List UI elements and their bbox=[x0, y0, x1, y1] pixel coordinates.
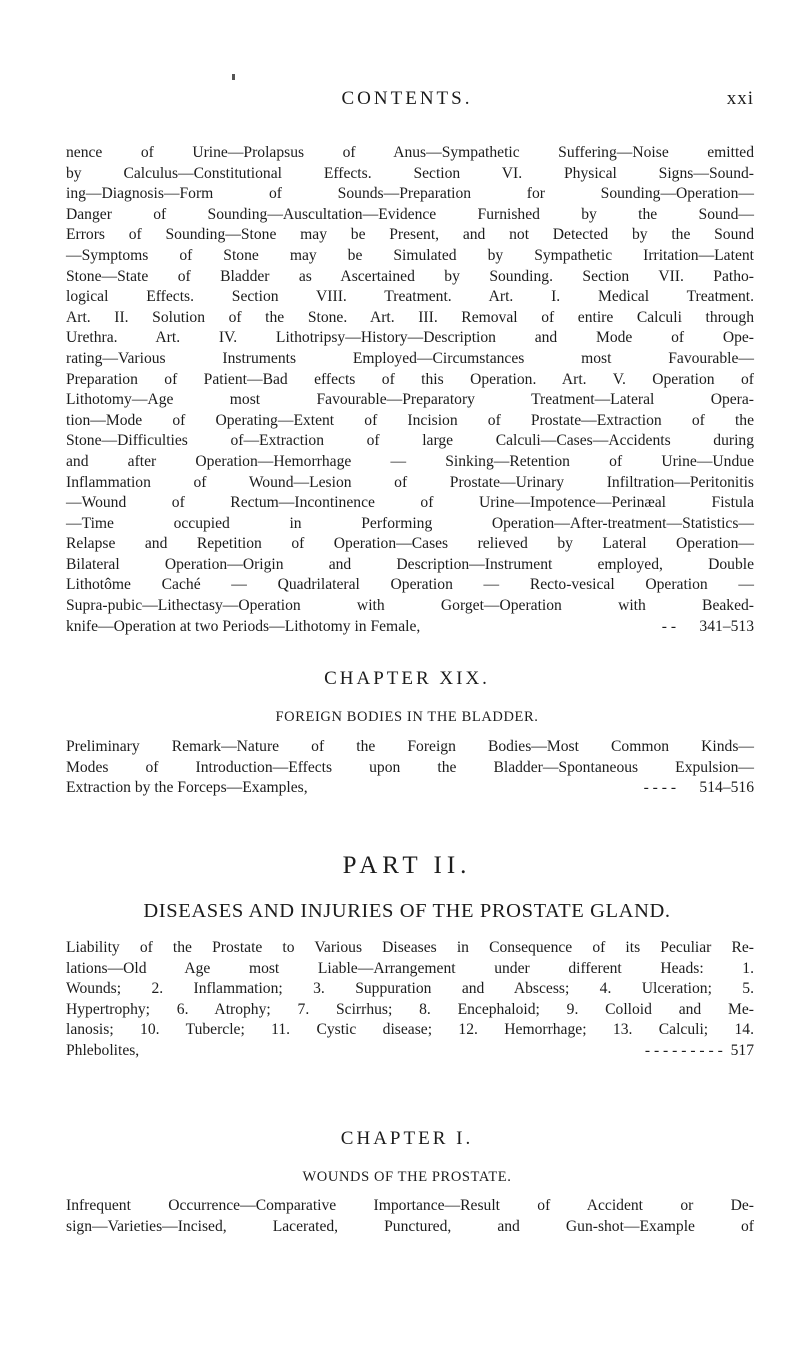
text-line: lanosis; 10. Tubercle; 11. Cystic disease; 12. Hemorrhage; 13. Calculi; 14. bbox=[66, 1021, 754, 1039]
text-line: —Wound of Rectum—Incontinence of Urine—Impotence—Perinæal Fistula bbox=[66, 494, 754, 512]
text-line-with-page-ref bbox=[66, 617, 754, 638]
contents-entry bbox=[66, 1196, 754, 1237]
text-line: tion—Mode of Operating—Extent of Incision of Prostate—Extraction of the bbox=[66, 411, 754, 429]
text-line: Danger of Sounding—Auscultation—Evidence Furnished by the Sound— bbox=[66, 205, 754, 223]
chapter-subheading: FOREIGN BODIES IN THE BLADDER. bbox=[275, 709, 539, 725]
page-ref bbox=[644, 778, 754, 799]
text-line: Stone—State of Bladder as Ascertained by Sounding. Section VII. Patho- bbox=[66, 267, 754, 285]
chapter-heading: CHAPTER XIX. bbox=[324, 668, 490, 689]
text-line: Inflammation of Wound—Lesion of Prostate—Urinary Infiltration—Peritonitis bbox=[66, 473, 754, 491]
text-line: by Calculus—Constitutional Effects. Section VI. Physical Signs—Sound- bbox=[66, 164, 754, 182]
text-line: —Time occupied in Performing Operation—After-treatment—Statistics— bbox=[66, 514, 754, 532]
text-line-with-page-ref bbox=[66, 778, 754, 799]
text-line: lations—Old Age most Liable—Arrangement under different Heads: 1. bbox=[66, 959, 754, 977]
text-line: Preliminary Remark—Nature of the Foreign Bodies—Most Common Kinds— bbox=[66, 738, 754, 755]
dot-leader: - - - - bbox=[643, 779, 677, 797]
dot-leader: - - bbox=[661, 617, 677, 635]
text-line: Supra-pubic—Lithectasy—Operation with Gorget—Operation with Beaked- bbox=[66, 597, 754, 615]
text-line: Hypertrophy; 6. Atrophy; 7. Scirrhus; 8. Encephaloid; 9. Colloid and Me- bbox=[66, 1000, 754, 1018]
contents-entry bbox=[66, 938, 754, 1062]
dot-leader: - - - - - - - - - bbox=[644, 1041, 723, 1059]
text-line: Lithotomy—Age most Favourable—Preparatory Treatment—Lateral Opera- bbox=[66, 391, 754, 409]
chapter-heading: CHAPTER I. bbox=[340, 1128, 474, 1149]
part-title: DISEASES AND INJURIES OF THE PROSTATE GLAND. bbox=[143, 900, 671, 922]
text-line: ing—Diagnosis—Form of Sounds—Preparation for Sounding—Operation— bbox=[66, 185, 754, 203]
text-line: sign—Varieties—Incised, Lacerated, Punctured, and Gun-shot—Example of bbox=[66, 1217, 754, 1235]
entry-last-text: knife—Operation at two Periods—Lithotomy in Female, bbox=[66, 617, 421, 635]
text-line: Modes of Introduction—Effects upon the Bladder—Spontaneous Expulsion— bbox=[66, 758, 754, 776]
page-range: 517 bbox=[730, 1041, 754, 1059]
page-range: 341–513 bbox=[699, 617, 754, 635]
chapter-subheading: WOUNDS OF THE PROSTATE. bbox=[302, 1169, 512, 1185]
contents-entry bbox=[66, 737, 754, 799]
entry-last-text: Extraction by the Forceps—Examples, bbox=[66, 779, 308, 797]
text-line: Art. II. Solution of the Stone. Art. III. Removal of entire Calculi through bbox=[66, 308, 754, 326]
text-line: Preparation of Patient—Bad effects of this Operation. Art. V. Operation of bbox=[66, 370, 754, 388]
text-line: Errors of Sounding—Stone may be Present, and not Detected by the Sound bbox=[66, 226, 754, 244]
text-line: Stone—Difficulties of—Extraction of large Calculi—Cases—Accidents during bbox=[66, 432, 754, 450]
text-line: Lithotôme Caché — Quadrilateral Operation — Recto-vesical Operation — bbox=[66, 576, 754, 594]
text-line-with-page-ref bbox=[66, 1041, 754, 1062]
running-title: CONTENTS. bbox=[341, 88, 473, 109]
text-line: Infrequent Occurrence—Comparative Importance—Result of Accident or De- bbox=[66, 1197, 754, 1214]
running-header bbox=[60, 88, 754, 118]
text-line: and after Operation—Hemorrhage — Sinking—Retention of Urine—Undue bbox=[66, 452, 754, 470]
page-ref bbox=[645, 1041, 754, 1062]
page-range: 514–516 bbox=[699, 779, 754, 797]
page-ref bbox=[662, 617, 754, 638]
text-line: Bilateral Operation—Origin and Description—Instrument employed, Double bbox=[66, 555, 754, 573]
part-heading: PART II. bbox=[342, 852, 472, 879]
text-line: logical Effects. Section VIII. Treatment. Art. I. Medical Treatment. bbox=[66, 288, 754, 306]
text-line: —Symptoms of Stone may be Simulated by Sympathetic Irritation—Latent bbox=[66, 246, 754, 264]
text-line: nence of Urine—Prolapsus of Anus—Sympathetic Suffering—Noise emitted bbox=[66, 144, 754, 161]
text-line: Wounds; 2. Inflammation; 3. Suppuration and Abscess; 4. Ulceration; 5. bbox=[66, 980, 754, 998]
contents-entry-continued bbox=[66, 143, 754, 637]
text-line: Relapse and Repetition of Operation—Cases relieved by Lateral Operation— bbox=[66, 535, 754, 553]
print-speck bbox=[232, 74, 235, 80]
page-number: xxi bbox=[726, 88, 754, 109]
text-line: rating—Various Instruments Employed—Circumstances most Favourable— bbox=[66, 349, 754, 367]
text-line: Liability of the Prostate to Various Diseases in Consequence of its Peculiar Re- bbox=[66, 939, 754, 956]
text-line: Urethra. Art. IV. Lithotripsy—History—Description and Mode of Ope- bbox=[66, 329, 754, 347]
entry-last-text: Phlebolites, bbox=[66, 1041, 140, 1059]
